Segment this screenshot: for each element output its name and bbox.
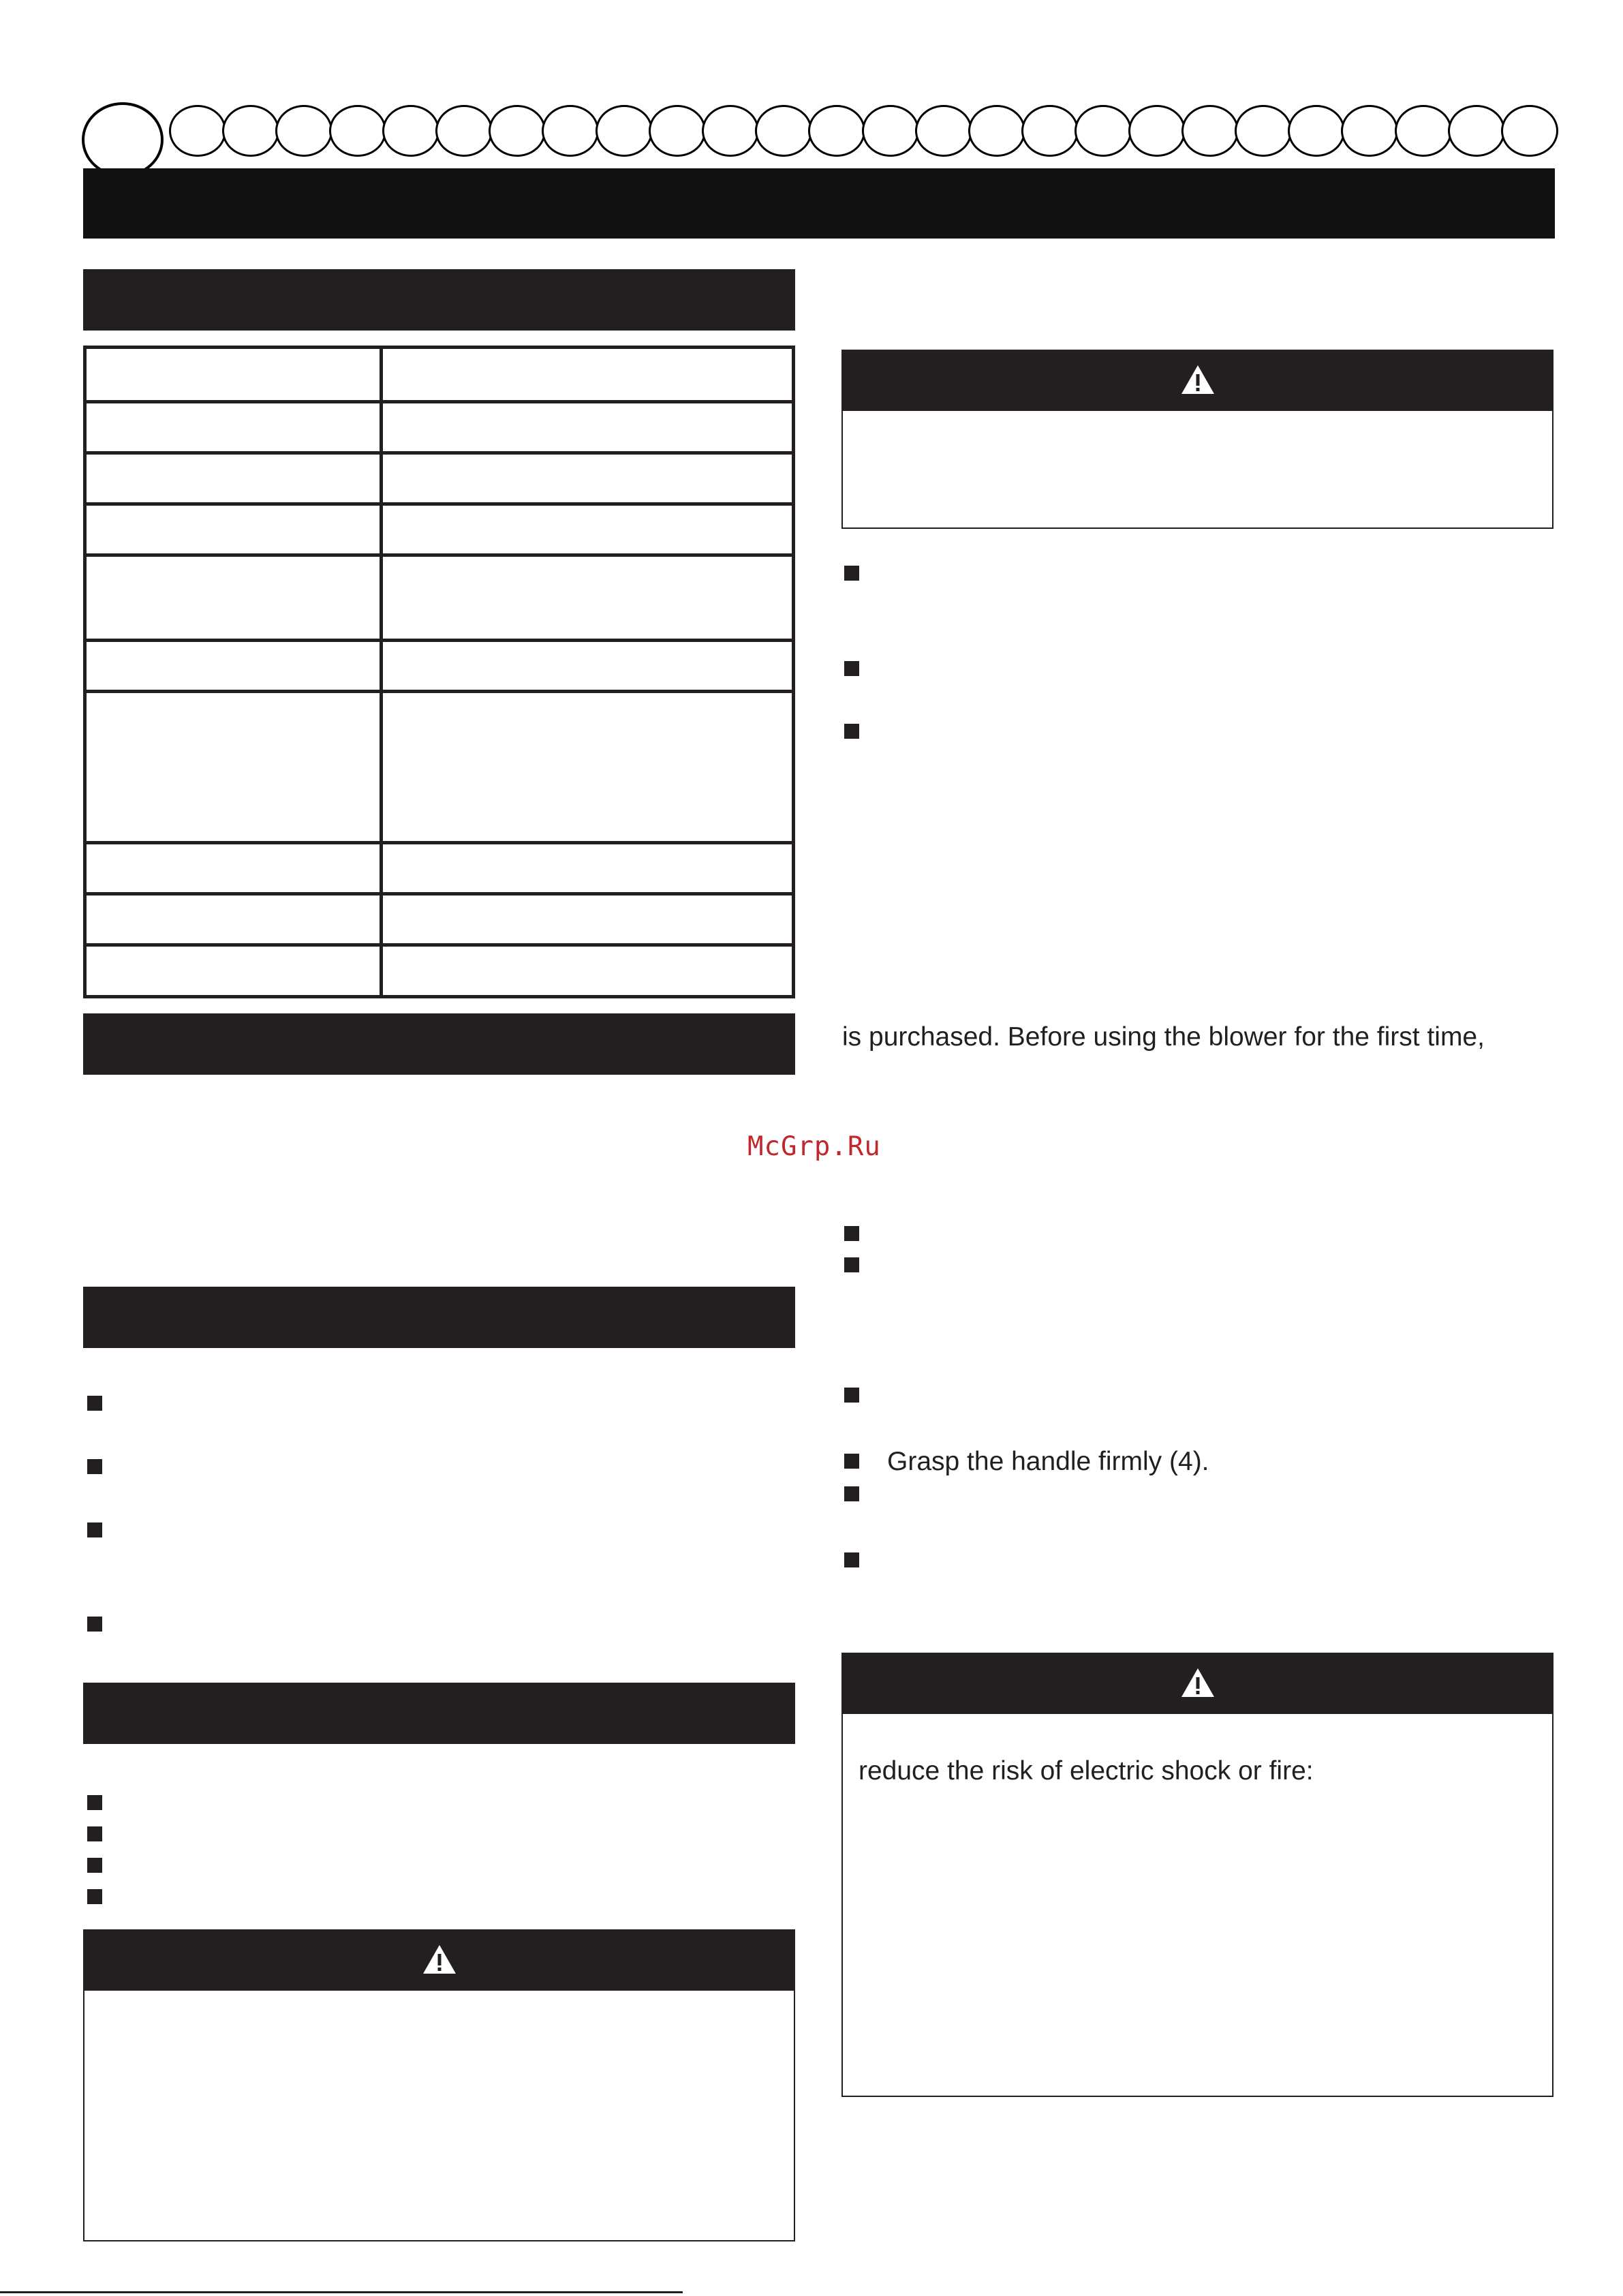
warning-triangle-icon <box>1180 364 1216 395</box>
language-circle[interactable] <box>1448 105 1505 157</box>
language-circle[interactable] <box>489 105 546 157</box>
language-circle[interactable] <box>542 105 599 157</box>
square-bullet-icon <box>87 1459 102 1474</box>
language-circle[interactable] <box>702 105 759 157</box>
handle-bullet-text: Grasp the handle firmly (4). <box>887 1447 1209 1476</box>
warning-box-header <box>843 351 1552 411</box>
language-circle[interactable] <box>915 105 972 157</box>
warning-box-right-top <box>841 350 1554 529</box>
square-bullet-icon <box>87 1522 102 1537</box>
table-row <box>87 451 792 506</box>
language-circle[interactable] <box>275 105 333 157</box>
square-bullet-icon <box>844 724 859 739</box>
language-circle[interactable] <box>1021 105 1079 157</box>
warning-box-text: reduce the risk of electric shock or fire: <box>859 1756 1314 1786</box>
square-bullet-icon <box>844 1257 859 1272</box>
table-row <box>87 400 792 455</box>
square-bullet-icon <box>844 1226 859 1241</box>
language-circle[interactable] <box>1235 105 1292 157</box>
continuation-text: is purchased. Before using the blower for the first time, <box>842 1022 1485 1052</box>
square-bullet-icon <box>844 566 859 581</box>
language-circle[interactable] <box>1128 105 1186 157</box>
square-bullet-icon <box>844 1552 859 1567</box>
specification-table <box>83 346 795 998</box>
language-selector <box>82 102 1554 177</box>
square-bullet-icon <box>87 1396 102 1411</box>
language-circle[interactable] <box>968 105 1025 157</box>
language-circle[interactable] <box>1501 105 1558 157</box>
section-heading-bar-3 <box>83 1287 795 1348</box>
section-heading-bar-2 <box>83 1013 795 1075</box>
warning-triangle-icon <box>422 1944 457 1975</box>
table-row <box>87 502 792 557</box>
warning-box-header <box>84 1931 794 1991</box>
table-row <box>87 943 792 998</box>
square-bullet-icon <box>844 1486 859 1501</box>
page-header-bar <box>83 168 1555 239</box>
language-circle[interactable] <box>222 105 279 157</box>
table-row <box>87 553 792 642</box>
language-circle[interactable] <box>1181 105 1239 157</box>
square-bullet-icon <box>844 661 859 676</box>
language-circle[interactable] <box>1075 105 1132 157</box>
warning-box-left <box>83 1929 795 2241</box>
language-circle[interactable] <box>435 105 493 157</box>
square-bullet-icon <box>87 1617 102 1632</box>
square-bullet-icon <box>844 1388 859 1403</box>
section-heading-bar-4 <box>83 1683 795 1744</box>
table-row <box>87 892 792 947</box>
language-circle[interactable] <box>596 105 653 157</box>
table-row <box>87 639 792 693</box>
language-circle[interactable] <box>169 105 226 157</box>
language-circle[interactable] <box>1288 105 1345 157</box>
table-row <box>87 349 792 400</box>
language-circle[interactable] <box>329 105 386 157</box>
table-row <box>87 841 792 896</box>
square-bullet-icon <box>87 1889 102 1904</box>
language-circle[interactable] <box>1341 105 1398 157</box>
language-circle[interactable] <box>382 105 439 157</box>
language-circle[interactable] <box>755 105 812 157</box>
table-row <box>87 690 792 844</box>
square-bullet-icon <box>87 1858 102 1873</box>
language-circle[interactable] <box>649 105 706 157</box>
watermark: McGrp.Ru <box>747 1131 881 1162</box>
footer-rule <box>0 2291 683 2293</box>
square-bullet-icon <box>87 1795 102 1810</box>
warning-box-right-bottom <box>841 1653 1554 2097</box>
language-circle[interactable] <box>862 105 919 157</box>
section-heading-bar-technical-data <box>83 269 795 331</box>
square-bullet-icon <box>87 1826 102 1841</box>
warning-box-header <box>843 1654 1552 1714</box>
language-circle[interactable] <box>1395 105 1452 157</box>
square-bullet-icon <box>844 1454 859 1469</box>
warning-triangle-icon <box>1180 1667 1216 1698</box>
language-circle-active[interactable] <box>82 102 164 177</box>
language-circle[interactable] <box>808 105 865 157</box>
